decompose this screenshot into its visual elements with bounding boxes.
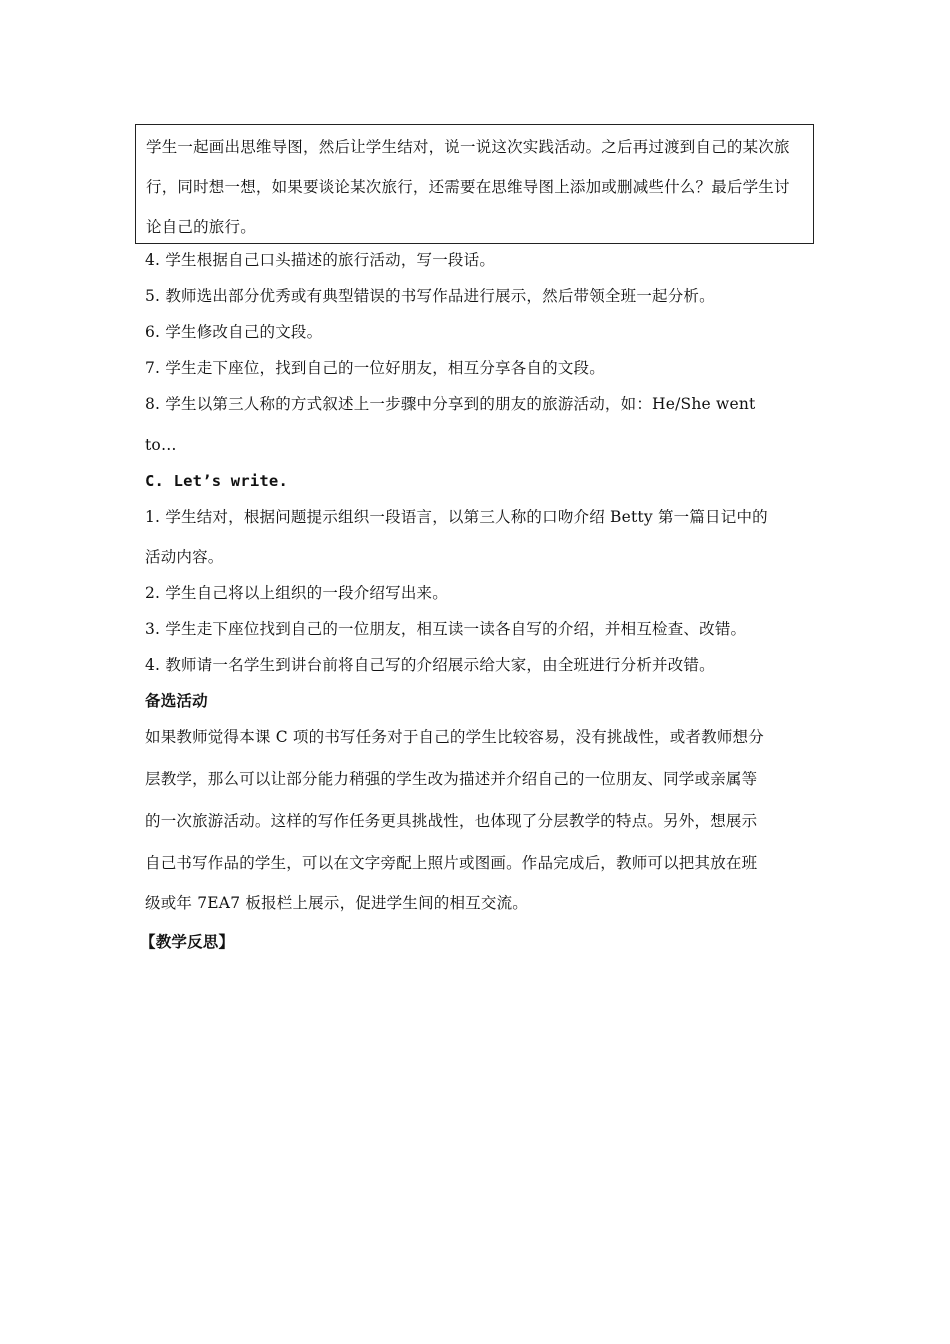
- optional-paragraph-line: 层教学，那么可以让部分能力稍强的学生改为描述并介绍自己的一位朋友、同学或亲属等: [145, 770, 758, 788]
- step-5-teacher-showcase: 5. 教师选出部分优秀或有典型错误的书写作品进行展示，然后带领全班一起分析。: [145, 287, 715, 305]
- teaching-reflection-heading: 【教学反思】: [140, 932, 235, 951]
- step-4-write-paragraph: 4. 学生根据自己口头描述的旅行活动，写一段话。: [145, 251, 496, 269]
- optional-paragraph-line: 如果教师觉得本课 C 项的书写任务对于自己的学生比较容易，没有挑战性，或者教师想分: [145, 728, 764, 746]
- c-step-3: 3. 学生走下座位找到自己的一位朋友，相互读一读各自写的介绍，并相互检查、改错。: [145, 620, 747, 638]
- c-step-4: 4. 教师请一名学生到讲台前将自己写的介绍展示给大家，由全班进行分析并改错。: [145, 656, 715, 674]
- step-6-revise: 6. 学生修改自己的文段。: [145, 323, 323, 341]
- box-paragraph-text: 学生一起画出思维导图，然后让学生结对，说一说这次实践活动。之后再过渡到自己的某次旅行，同时想一想，如果要谈论某次旅行，还需要在思维导图上添加或删减些什么？最后学生讨论自己的旅行。: [146, 138, 790, 236]
- step-7-share: 7. 学生走下座位，找到自己的一位好朋友，相互分享各自的文段。: [145, 359, 605, 377]
- c-step-1-continuation: 活动内容。: [145, 548, 224, 566]
- step-8-third-person: 8. 学生以第三人称的方式叙述上一步骤中分享到的朋友的旅游活动，如：He/She went: [145, 395, 756, 413]
- bordered-paragraph-box: [135, 124, 814, 244]
- optional-paragraph-line: 的一次旅游活动。这样的写作任务更具挑战性，也体现了分层教学的特点。另外，想展示: [145, 812, 758, 830]
- c-step-1: 1. 学生结对，根据问题提示组织一段语言，以第三人称的口吻介绍 Betty 第一篇日记中的: [145, 508, 768, 526]
- section-c-heading: C. Let’s write.: [145, 472, 288, 490]
- step-8-continuation: to…: [145, 436, 177, 454]
- optional-paragraph-line: 级或年 7EA7 板报栏上展示，促进学生间的相互交流。: [145, 894, 528, 912]
- optional-activity-heading: 备选活动: [145, 691, 208, 710]
- optional-paragraph-line: 自己书写作品的学生，可以在文字旁配上照片或图画。作品完成后，教师可以把其放在班: [145, 854, 758, 872]
- c-step-2: 2. 学生自己将以上组织的一段介绍写出来。: [145, 584, 448, 602]
